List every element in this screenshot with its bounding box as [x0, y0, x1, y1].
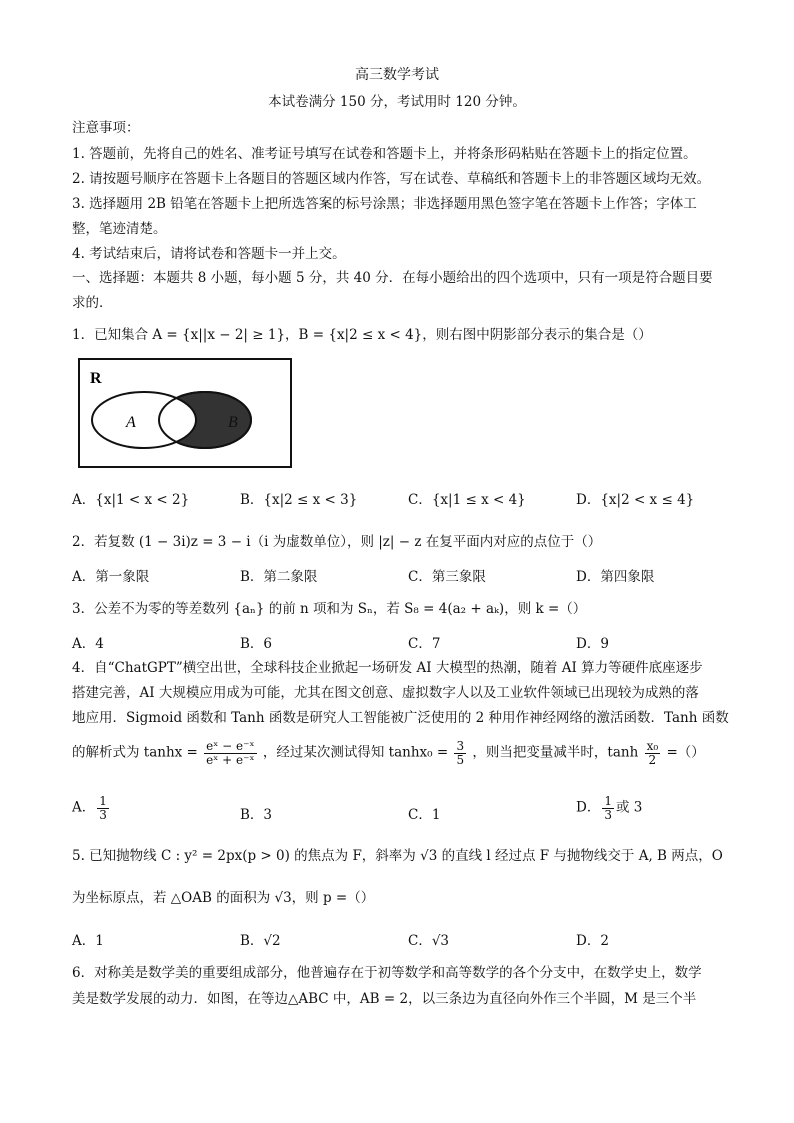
- exam-subtitle: 本试卷满分 150 分，考试用时 120 分钟。: [268, 94, 526, 110]
- section-heading-cont: 求的．: [72, 295, 113, 311]
- question-6-line-2: 美是数学发展的动力．如图，在等边△ABC 中，AB = 2，以三条边为直径向外作三个半圆，M 是三个半: [72, 991, 697, 1007]
- q4-option-a[interactable]: [72, 795, 111, 821]
- q4-option-d-tail: 或 3: [615, 799, 643, 816]
- q4-option-c[interactable]: C．1: [408, 807, 441, 823]
- q3-option-d[interactable]: D．9: [576, 636, 609, 652]
- q3-option-b[interactable]: B．6: [240, 636, 273, 652]
- venn-diagram: [78, 358, 292, 468]
- q4-option-a-label: A．: [72, 799, 96, 816]
- q4-option-a-fraction: [97, 795, 109, 821]
- venn-label-a: A: [126, 414, 136, 431]
- q4-option-d-label: D．: [576, 799, 601, 816]
- exam-title: 高三数学考试: [355, 67, 439, 83]
- q1-option-d[interactable]: D．{x|2 < x ≤ 4}: [576, 492, 695, 508]
- q4-option-d-num: 1: [604, 794, 612, 808]
- venn-set-a: [92, 392, 196, 448]
- q4-text-b: ，经过某次测试得知 tanhx₀ =: [262, 744, 449, 761]
- section-heading: 一、选择题：本题共 8 小题，每小题 5 分，共 40 分．在每小题给出的四个选项中，只有一项是符合题目要: [72, 270, 713, 286]
- notice-heading: 注意事项：: [72, 120, 140, 136]
- q4-option-a-den: 3: [99, 807, 107, 822]
- venn-label-b: B: [228, 414, 238, 431]
- q4-option-d[interactable]: [576, 795, 642, 821]
- question-4-line-1: 4．自“ChatGPT”横空出世，全球科技企业掀起一场研发 AI 大模型的热潮，随着 AI 算力等硬件底座逐步: [72, 660, 703, 676]
- q2-option-a[interactable]: A．第一象限: [72, 569, 150, 585]
- q4-option-b[interactable]: B．3: [240, 807, 273, 823]
- question-5-line-1: 5. 已知抛物线 C : y² = 2px(p > 0) 的焦点为 F，斜率为 √3 的直线 l 经过点 F 与抛物线交于 A, B 两点，O: [72, 848, 723, 864]
- notice-item-4: 4. 考试结束后，请将试卷和答题卡一并上交。: [72, 246, 346, 262]
- q5-option-c[interactable]: C．√3: [408, 933, 450, 949]
- q4-text-c: ，则当把变量减半时，tanh: [472, 744, 639, 761]
- q4-frac1-den: eˣ + e⁻ˣ: [206, 752, 255, 767]
- question-3: 3．公差不为零的等差数列 {aₙ} 的前 n 项和为 Sₙ，若 S₈ = 4(a₂ + aₖ)，则 k =（）: [72, 601, 587, 617]
- notice-item-2: 2. 请按题号顺序在答题卡上各题目的答题区域内作答，写在试卷、草稿纸和答题卡上的非答题区域均无效。: [72, 171, 711, 187]
- notice-item-1: 1. 答题前，先将自己的姓名、准考证号填写在试卷和答题卡上，并将条形码粘贴在答题卡上的指定位置。: [72, 146, 697, 162]
- q4-option-a-num: 1: [99, 794, 107, 808]
- q5-option-b[interactable]: B．√2: [240, 933, 281, 949]
- q5-option-d[interactable]: D．2: [576, 933, 609, 949]
- question-1: 1．已知集合 A = {x||x − 2| ≥ 1}，B = {x|2 ≤ x < 4}，则右图中阴影部分表示的集合是（）: [72, 327, 652, 343]
- q1-option-c[interactable]: C．{x|1 ≤ x < 4}: [408, 492, 526, 508]
- q4-frac3-num: x₀: [646, 739, 659, 753]
- q1-option-a[interactable]: A．{x|1 < x < 2}: [72, 492, 190, 508]
- q4-frac1-num: eˣ − e⁻ˣ: [206, 739, 255, 753]
- q2-option-c[interactable]: C．第三象限: [408, 569, 486, 585]
- q3-option-c[interactable]: C．7: [408, 636, 441, 652]
- q2-option-b[interactable]: B．第二象限: [240, 569, 318, 585]
- q4-frac3-den: 2: [648, 752, 657, 767]
- q4-option-d-den: 3: [604, 807, 612, 822]
- question-2: 2．若复数 (1 − 3i)z = 3 − i（i 为虚数单位），则 |z| − z 在复平面内对应的点位于（）: [72, 534, 602, 550]
- venn-universe-label: R: [90, 370, 102, 387]
- q1-option-b[interactable]: B．{x|2 ≤ x < 3}: [240, 492, 358, 508]
- question-6-line-1: 6．对称美是数学美的重要组成部分，他普遍存在于初等数学和高等数学的各个分支中，在数学史上，数学: [72, 965, 702, 981]
- q4-half-fraction: [645, 740, 661, 766]
- notice-item-3: 3. 选择题用 2B 铅笔在答题卡上把所选答案的标号涂黑；非选择题用黑色签字笔在答题卡上作答；字体工: [72, 196, 697, 212]
- q2-option-d[interactable]: D．第四象限: [576, 569, 655, 585]
- question-5-line-2: 为坐标原点，若 △OAB 的面积为 √3，则 p =（）: [72, 890, 375, 906]
- question-4-line-4: [72, 740, 705, 766]
- q5-option-a[interactable]: A．1: [72, 933, 104, 949]
- q4-tanh-fraction: [204, 740, 256, 766]
- q4-frac2-num: 3: [456, 739, 465, 753]
- q4-text-a: 的解析式为 tanhx =: [72, 744, 198, 761]
- q4-frac2-den: 5: [456, 752, 465, 767]
- q3-option-a[interactable]: A．4: [72, 636, 104, 652]
- notice-item-3-cont: 整，笔迹清楚。: [72, 221, 167, 237]
- question-4-line-3: 地应用．Sigmoid 函数和 Tanh 函数是研究人工智能被广泛使用的 2 种用作神经网络的激活函数．Tanh 函数: [72, 710, 729, 726]
- question-4-line-2: 搭建完善，AI 大规模应用成为可能，尤其在图文创意、虚拟数字人以及工业软件领域已出现较为成熟的落: [72, 685, 699, 701]
- q4-value-fraction: [454, 740, 466, 766]
- q4-option-d-fraction: [602, 795, 614, 821]
- q4-text-d: =（）: [666, 744, 705, 761]
